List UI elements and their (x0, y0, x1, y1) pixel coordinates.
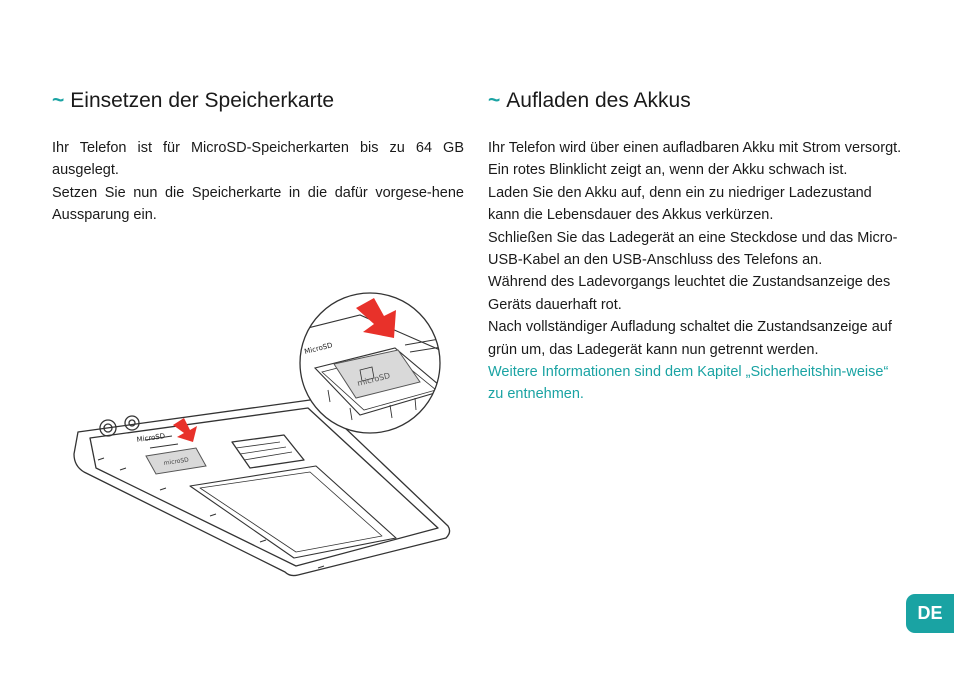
phone-microsd-label: MicroSD (136, 432, 166, 444)
card-label: microSD (163, 456, 190, 467)
paragraph: Nach vollständiger Aufladung schaltet die Zustandsanzeige auf grün um, das Ladegerät kann nun getrennt werden. (488, 319, 892, 358)
heading-text: Einsetzen der Speicherkarte (70, 89, 335, 112)
heading-text: Aufladen des Akkus (506, 89, 691, 112)
heading-tilde: ~ (52, 89, 65, 112)
safety-hint: Weitere Informationen sind dem Kapitel „Sicherheitshin-weise“ zu entnehmen. (488, 364, 889, 403)
paragraph: Ihr Telefon wird über einen aufladbaren Akku mit Strom versorgt. (488, 140, 902, 156)
zoom-microsd-label: MicroSD (303, 341, 334, 356)
microsd-insertion-illustration (60, 290, 460, 590)
heading-tilde: ~ (488, 89, 501, 112)
paragraph: Schließen Sie das Ladegerät an eine Steckdose und das Micro-USB-Kabel an den USB-Anschluss des Telefons an. (488, 229, 898, 269)
paragraph: Ihr Telefon ist für MicroSD-Speicherkarten bis zu 64 GB ausgelegt. (52, 140, 464, 179)
zoom-card-label: microSD (356, 371, 392, 388)
speicherkarte-text (52, 137, 464, 227)
red-arrow-phone (173, 418, 197, 442)
heading-speicherkarte (52, 88, 334, 114)
paragraph: Laden Sie den Akku auf, denn ein zu niedriger Ladezustand kann die Lebensdauer des Akkus verkürzen. (488, 184, 872, 224)
paragraph: Setzen Sie nun die Speicherkarte in die dafür vorgese-hene Aussparung ein. (52, 184, 464, 224)
akku-text (488, 137, 902, 406)
language-tab: DE (906, 594, 954, 633)
paragraph: Ein rotes Blinklicht zeigt an, wenn der Akku schwach ist. (488, 162, 848, 179)
microsd-card-in-phone (146, 448, 206, 474)
paragraph: Während des Ladevorgangs leuchtet die Zustandsanzeige des Geräts dauerhaft rot. (488, 274, 891, 313)
heading-akku (488, 88, 691, 114)
